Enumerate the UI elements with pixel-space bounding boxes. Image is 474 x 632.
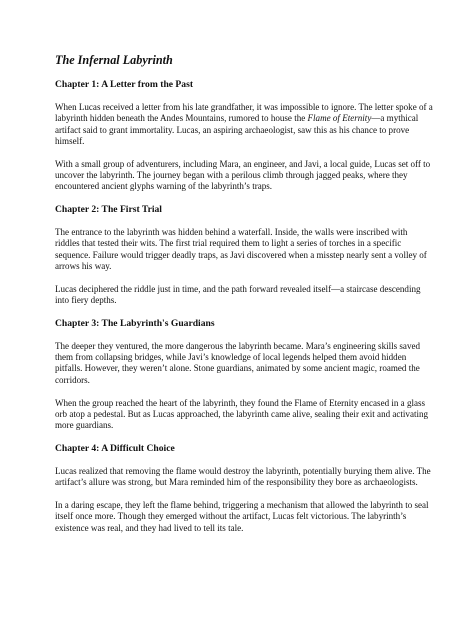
paragraph-italic-text: Flame of Eternity <box>307 113 372 124</box>
paragraph-text: —a mythical artifact said to grant immortality. Lucas, an aspiring archaeologist, saw this as his chance to prove himself. <box>55 113 419 146</box>
chapter-2-paragraph-1: The entrance to the labyrinth was hidden behind a waterfall. Inside, the walls were inscribed with riddles that tested their wits. The first trial required them to light a series of torches in a specific sequence. Failure would trigger deadly traps, as Javi discovered when a misstep nearly sent a volley of arrows his way. <box>55 227 427 271</box>
chapter-3-paragraph-2: When the group reached the heart of the labyrinth, they found the Flame of Eternity encased in a glass orb atop a pedestal. But as Lucas approached, the labyrinth came alive, sealing their exit and activating more guardians. <box>55 397 429 431</box>
chapter-3-paragraph-1: The deeper they ventured, the more dangerous the labyrinth became. Mara’s engineering skills saved them from collapsing bridges, while Javi’s knowledge of local legends helped them avoid hidden pitfalls. However, they weren’t alone. Stone guardians, animated by some ancient magic, roamed the corridors. <box>55 340 421 385</box>
chapter-1-paragraph-1 <box>55 102 433 147</box>
document-page <box>55 53 433 545</box>
paragraph-text: When Lucas received a letter from his late grandfather, it was impossible to ignore. The letter spoke of a labyrinth hidden beneath the Andes Mountains, rumored to house the <box>55 102 433 124</box>
chapter-1-heading: Chapter 1: A Letter from the Past <box>55 79 194 90</box>
chapter-4-paragraph-2: In a daring escape, they left the flame behind, triggering a mechanism that allowed the labyrinth to seal itself once more. Though they emerged without the artifact, Lucas felt victorious. The labyrinth’s existence was real, and they had lived to tell its tale. <box>55 500 429 533</box>
chapter-2-heading: Chapter 2: The First Trial <box>55 204 162 216</box>
chapter-1-paragraph-2: With a small group of adventurers, including Mara, an engineer, and Javi, a local guide, Lucas set off to uncover the labyrinth. The journey began with a perilous climb through jagged peaks, where they encountered ancient glyphs warning of the labyrinth’s traps. <box>55 158 431 192</box>
chapter-2-paragraph-2: Lucas deciphered the riddle just in time, and the path forward revealed itself—a staircase descending into fiery depths. <box>55 283 421 306</box>
document-title: The Infernal Labyrinth <box>55 53 173 67</box>
chapter-4-heading: Chapter 4: A Difficult Choice <box>55 442 175 454</box>
chapter-3-heading: Chapter 3: The Labyrinth's Guardians <box>55 317 215 329</box>
chapter-4-paragraph-1: Lucas realized that removing the flame would destroy the labyrinth, potentially burying them alive. The artifact’s allure was strong, but Mara reminded him of the responsibility they bore as archaeologists. <box>55 465 431 488</box>
